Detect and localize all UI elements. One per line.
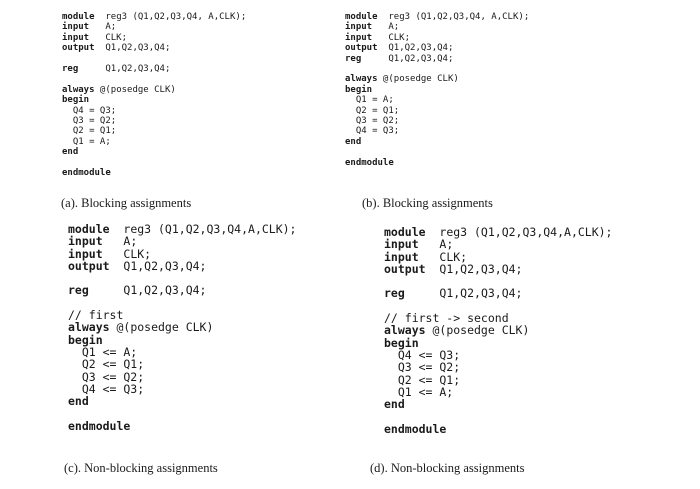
code-line: output Q1,Q2,Q3,Q4; xyxy=(68,258,207,273)
caption-a: (a). Blocking assignments xyxy=(61,196,192,210)
code-line: Q3 = Q2; xyxy=(345,116,400,127)
caption-b: (b). Blocking assignments xyxy=(362,196,493,210)
code-line: input CLK; xyxy=(384,249,468,264)
panel-d-nonblocking xyxy=(370,225,613,475)
caption-d: (d). Non-blocking assignments xyxy=(370,461,525,475)
code-line: Q4 <= Q3; xyxy=(68,381,145,396)
code-line: input CLK; xyxy=(345,32,411,43)
code-line: Q3 = Q2; xyxy=(62,116,117,127)
code-line: begin xyxy=(68,332,103,347)
code-line: Q4 <= Q3; xyxy=(384,347,461,362)
code-line: end xyxy=(384,397,405,412)
code-line: Q2 = Q1; xyxy=(62,126,117,137)
code-line xyxy=(62,74,246,84)
code-line: Q2 = Q1; xyxy=(345,105,400,116)
code-line: reg Q1,Q2,Q3,Q4; xyxy=(62,64,171,75)
caption-c: (c). Non-blocking assignments xyxy=(64,461,218,475)
code-line: input A; xyxy=(68,234,138,249)
code-listing-b xyxy=(345,12,529,168)
code-line: end xyxy=(68,394,89,409)
code-line: endmodule xyxy=(62,168,111,179)
panel-c-nonblocking xyxy=(64,222,297,475)
code-line: Q4 = Q3; xyxy=(62,105,117,116)
code-line: Q2 <= Q1; xyxy=(384,372,461,387)
code-line: Q4 = Q3; xyxy=(345,126,400,137)
code-line: input CLK; xyxy=(62,32,128,43)
code-line: begin xyxy=(384,335,419,350)
code-listing-c xyxy=(68,223,296,432)
code-line: endmodule xyxy=(68,418,131,433)
code-line: output Q1,Q2,Q3,Q4; xyxy=(345,43,454,54)
code-listing-a xyxy=(62,12,246,179)
code-line: Q2 <= Q1; xyxy=(68,357,145,372)
code-line: input CLK; xyxy=(68,246,152,261)
code-line: always @(posedge CLK) xyxy=(62,84,176,95)
code-line: Q3 <= Q2; xyxy=(68,369,145,384)
code-line: // first -> second xyxy=(384,311,509,326)
code-line: input A; xyxy=(62,22,117,33)
code-line xyxy=(62,158,246,168)
code-line: Q1 <= A; xyxy=(384,384,454,399)
code-line xyxy=(345,147,529,157)
code-line: begin xyxy=(62,95,90,106)
code-line: input A; xyxy=(345,22,400,33)
code-line: module reg3 (Q1,Q2,Q3,Q4,A,CLK); xyxy=(68,222,297,236)
code-line: always @(posedge CLK) xyxy=(68,320,214,335)
code-line: always @(posedge CLK) xyxy=(345,74,459,85)
code-line xyxy=(62,54,246,64)
panel-b-blocking xyxy=(345,12,530,210)
panel-a-blocking xyxy=(61,12,247,210)
code-line: end xyxy=(62,147,79,158)
code-line: reg Q1,Q2,Q3,Q4; xyxy=(384,286,523,301)
code-line: always @(posedge CLK) xyxy=(384,323,530,338)
code-listing-d xyxy=(384,226,612,435)
code-line: end xyxy=(345,136,362,147)
code-line: endmodule xyxy=(345,157,394,168)
code-line: output Q1,Q2,Q3,Q4; xyxy=(384,261,523,276)
code-line xyxy=(345,64,529,74)
code-line: Q1 <= A; xyxy=(68,344,138,359)
code-line: reg Q1,Q2,Q3,Q4; xyxy=(345,53,454,64)
code-line: module reg3 (Q1,Q2,Q3,Q4, A,CLK); xyxy=(62,12,247,22)
code-line: endmodule xyxy=(384,421,447,436)
code-line: module reg3 (Q1,Q2,Q3,Q4, A,CLK); xyxy=(345,12,530,22)
code-line: reg Q1,Q2,Q3,Q4; xyxy=(68,283,207,298)
code-line: // first xyxy=(68,308,124,323)
code-line: output Q1,Q2,Q3,Q4; xyxy=(62,43,171,54)
code-line: module reg3 (Q1,Q2,Q3,Q4,A,CLK); xyxy=(384,225,613,239)
code-line: input A; xyxy=(384,237,454,252)
code-line: Q1 = A; xyxy=(345,95,394,106)
code-line: begin xyxy=(345,84,373,95)
code-line: Q1 = A; xyxy=(62,136,111,147)
code-line: Q3 <= Q2; xyxy=(384,360,461,375)
